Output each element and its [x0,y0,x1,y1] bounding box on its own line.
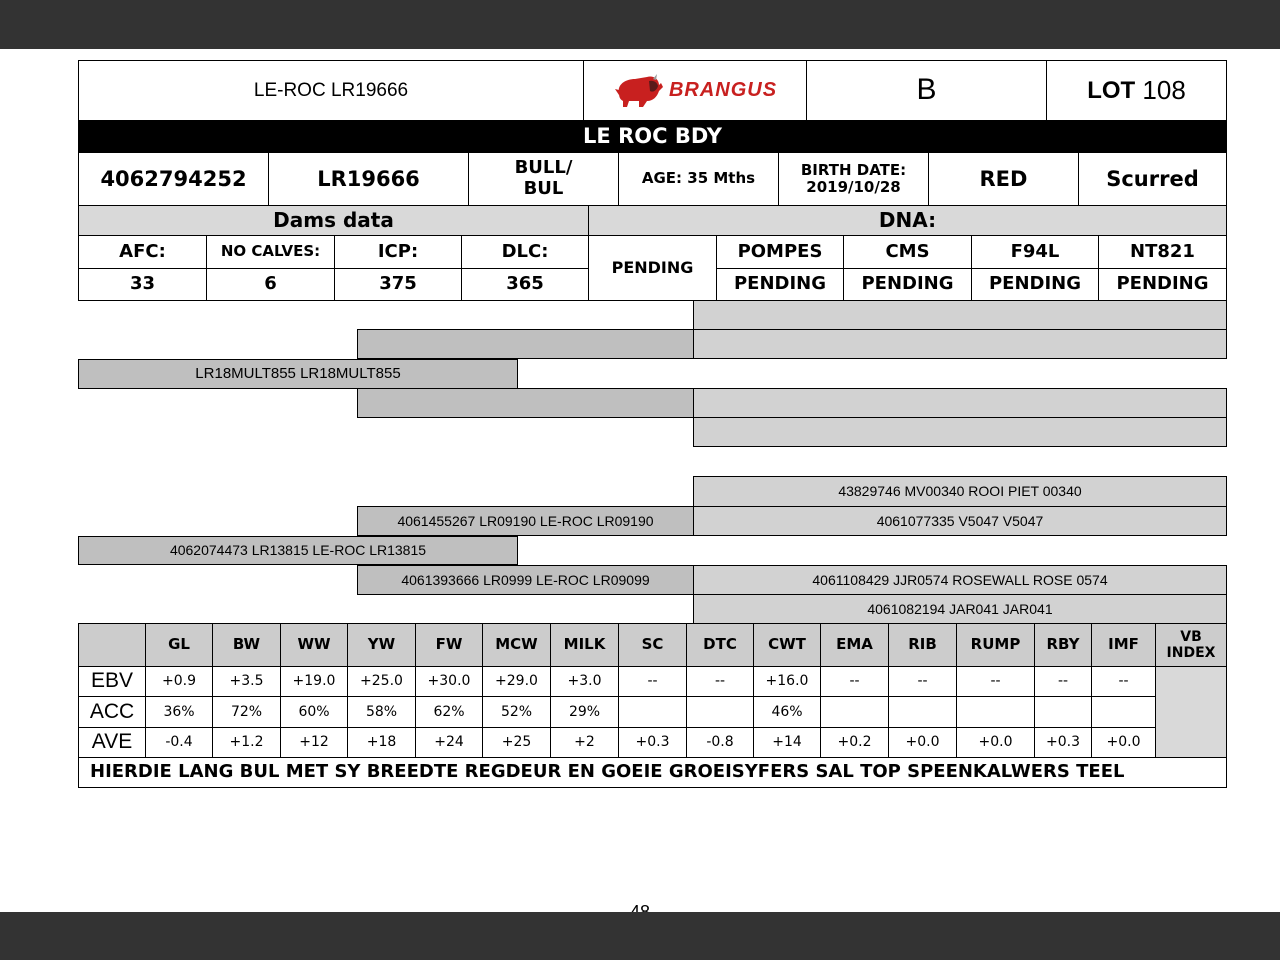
pedigree-dam: 4062074473 LR13815 LE-ROC LR13815 [78,536,518,565]
ebv-cell: +0.0 [956,727,1035,758]
ebv-cell: 36% [145,696,213,728]
ebv-cell: 72% [212,696,281,728]
dams-title: Dams data [78,205,589,236]
dams-value-afc: 33 [78,268,207,301]
ebv-cell: -0.4 [145,727,213,758]
ebv-col-ww: WW [280,623,348,667]
dams-header-dlc: DLC: [461,235,589,269]
ebv-cell: +0.3 [618,727,687,758]
ebv-cell: -0.8 [686,727,754,758]
grade: B [806,60,1047,121]
ebv-row-label-ebv: EBV [78,666,146,697]
ebv-row-label-ave: AVE [78,727,146,758]
pedigree-gg-sire-2 [693,329,1227,359]
pedigree-gg-sire-3 [693,388,1227,418]
ebv-cell: 46% [753,696,821,728]
ebv-cell: -- [618,666,687,697]
dams-value-calves: 6 [206,268,335,301]
pedigree-sire-sire [357,329,694,359]
bottom-toolbar [0,912,1280,960]
birth-date: BIRTH DATE: 2019/10/28 [778,152,929,206]
ebv-cell: +1.2 [212,727,281,758]
ebv-col-fw: FW [415,623,483,667]
sex: BULL/ BUL [468,152,619,206]
ebv-col-cwt: CWT [753,623,821,667]
ebv-cell: +30.0 [415,666,483,697]
colour: RED [928,152,1079,206]
comment: HIERDIE LANG BUL MET SY BREEDTE REGDEUR EN GOEIE GROEISYFERS SAL TOP SPEENKALWERS TEEL [78,757,1227,788]
ebv-cell: 60% [280,696,348,728]
ebv-cell [686,696,754,728]
pedigree-gg-sire-4 [693,417,1227,447]
dams-value-dlc: 365 [461,268,589,301]
ebv-cell [820,696,889,728]
ebv-col-rib: RIB [888,623,957,667]
ebv-cell: +3.5 [212,666,281,697]
ebv-cell: -- [956,666,1035,697]
ebv-cell: -- [1091,666,1156,697]
ebv-cell: +0.0 [888,727,957,758]
dams-value-icp: 375 [334,268,462,301]
pedigree-gg-dam-1: 43829746 MV00340 ROOI PIET 00340 [693,476,1227,507]
ebv-col-yw: YW [347,623,416,667]
dna-value-pompes: PENDING [716,268,844,301]
ebv-cell: 58% [347,696,416,728]
ebv-col-rby: RBY [1034,623,1092,667]
brangus-logo [583,60,807,121]
pedigree-dam-dam: 4061393666 LR0999 LE-ROC LR09099 [357,565,694,595]
herd-number: LR19666 [268,152,469,206]
ebv-cell: -- [888,666,957,697]
ebv-cell: +0.3 [1034,727,1092,758]
dna-test-f94l: F94L [971,235,1099,269]
ebv-col-bw: BW [212,623,281,667]
ebv-corner [78,623,146,667]
ebv-col-rump: RUMP [956,623,1035,667]
ebv-cell: +0.9 [145,666,213,697]
ebv-cell [618,696,687,728]
ebv-cell: +12 [280,727,348,758]
pedigree-sire: LR18MULT855 LR18MULT855 [78,359,518,389]
dna-value-nt821: PENDING [1098,268,1227,301]
dna-title: DNA: [588,205,1227,236]
ebv-col-dtc: DTC [686,623,754,667]
ebv-col-gl: GL [145,623,213,667]
ebv-cell: +16.0 [753,666,821,697]
ebv-cell [1034,696,1092,728]
age: AGE: 35 Mths [618,152,779,206]
ebv-cell: -- [820,666,889,697]
ebv-cell: -- [1034,666,1092,697]
dams-header-calves: NO CALVES: [206,235,335,269]
lot [1046,60,1227,121]
ebv-cell: +29.0 [482,666,551,697]
vb-index-value [1155,666,1227,758]
pedigree-gg-dam-4: 4061082194 JAR041 JAR041 [693,594,1227,624]
ebv-cell [1091,696,1156,728]
pedigree-gg-dam-2: 4061077335 V5047 V5047 [693,506,1227,536]
ebv-cell [888,696,957,728]
ebv-cell: +0.2 [820,727,889,758]
ebv-col-mcw: MCW [482,623,551,667]
ebv-col-ema: EMA [820,623,889,667]
pedigree-sire-dam [357,388,694,418]
dna-status: PENDING [588,235,717,301]
ebv-cell: +18 [347,727,416,758]
ebv-cell: +0.0 [1091,727,1156,758]
page-title: LE ROC BDY [78,120,1227,153]
ebv-cell: 52% [482,696,551,728]
lot-label: LOT [1087,76,1136,104]
ebv-cell: +14 [753,727,821,758]
pedigree-dam-sire: 4061455267 LR09190 LE-ROC LR09190 [357,506,694,536]
ebv-cell: +2 [550,727,619,758]
lot-number: 108 [1142,74,1186,105]
top-toolbar [0,0,1280,49]
dams-header-icp: ICP: [334,235,462,269]
pedigree-gg-dam-3: 4061108429 JJR0574 ROSEWALL ROSE 0574 [693,565,1227,595]
ebv-cell: +3.0 [550,666,619,697]
dna-value-cms: PENDING [843,268,972,301]
ebv-cell: +25 [482,727,551,758]
ebv-col-imf: IMF [1091,623,1156,667]
ebv-row-label-acc: ACC [78,696,146,728]
dna-test-cms: CMS [843,235,972,269]
ebv-cell: +24 [415,727,483,758]
horn-status: Scurred [1078,152,1227,206]
ebv-cell: +19.0 [280,666,348,697]
ebv-cell: 62% [415,696,483,728]
reg-number: 4062794252 [78,152,269,206]
vb-index-header: VB INDEX [1155,623,1227,667]
pedigree-gg-sire-1 [693,300,1227,330]
ebv-col-sc: SC [618,623,687,667]
animal-id: LE-ROC LR19666 [78,60,584,121]
dna-test-pompes: POMPES [716,235,844,269]
ebv-cell [956,696,1035,728]
bull-logo-icon [613,71,665,111]
ebv-col-milk: MILK [550,623,619,667]
dna-test-nt821: NT821 [1098,235,1227,269]
logo-text: BRANGUS [668,79,778,101]
ebv-cell: +25.0 [347,666,416,697]
ebv-cell: 29% [550,696,619,728]
ebv-cell: -- [686,666,754,697]
dams-header-afc: AFC: [78,235,207,269]
dna-value-f94l: PENDING [971,268,1099,301]
